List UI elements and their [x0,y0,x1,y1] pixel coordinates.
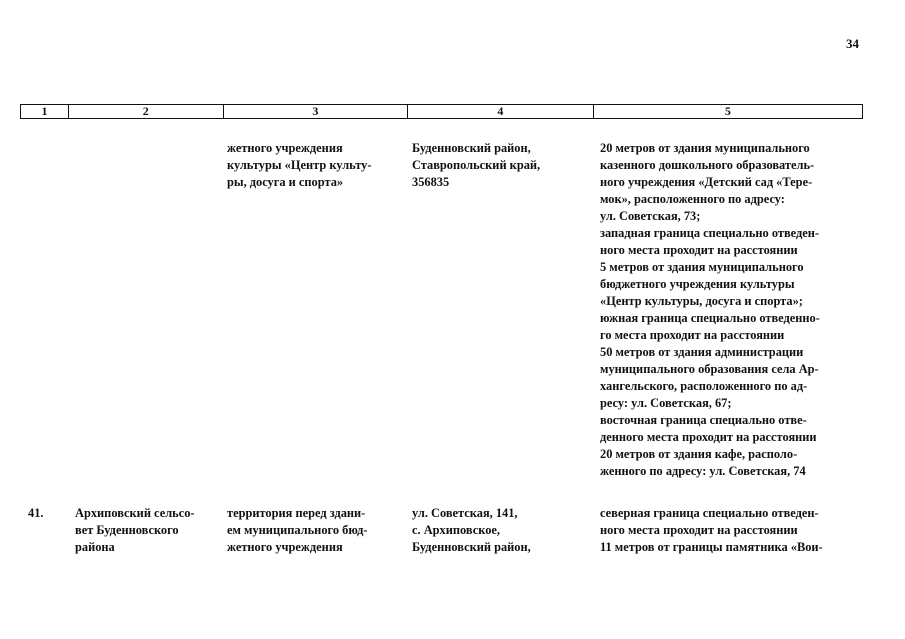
territory-cell: жетного учреждения культуры «Центр культу- ры, досуга и спорта» [227,141,372,189]
district-cell: Архиповский сельсо- вет Буденновского района [75,506,195,554]
boundary-cell: северная граница специально отведен- ного места проходит на расстоянии 11 метров от границы памятника «Вои- [600,506,823,554]
address-cell: Буденновский район, Ставропольский край, 356835 [412,141,541,189]
header-cell-4: 4 [408,105,594,118]
boundary-cell: 20 метров от здания муниципального казенного дошкольного образователь- ного учреждения «Детский сад «Тере- мок», расположенного по адресу: ул. Советская, 73; западная граница специально отведен- ного места проходит на расстоянии 5 метров от здания муниципального бюджетного учреждения культуры «Центр культуры, досуга и спорта»; южная граница специально отведенно- го места проходит на расстоянии 50 метров от здания администрации муниципального образования села Ар- хангельского, расположенного по ад- ресу: ул. Советская, 67; восточная граница специально отве- денного места проходит на расстоянии 20 метров от здания кафе, располо- женного по адресу: ул. Советская, 74 [600,141,820,478]
header-cell-1: 1 [21,105,69,118]
table-header-row [20,104,863,119]
header-cell-5: 5 [724,104,731,118]
header-cell-2: 2 [69,105,224,118]
row-number: 41. [28,506,44,520]
header-cell-3: 3 [224,105,409,118]
page-number: 34 [846,36,859,51]
territory-cell: территория перед здани- ем муниципального бюд- жетного учреждения [227,506,368,554]
address-cell: ул. Советская, 141, с. Архиповское, Буденновский район, [412,506,531,554]
